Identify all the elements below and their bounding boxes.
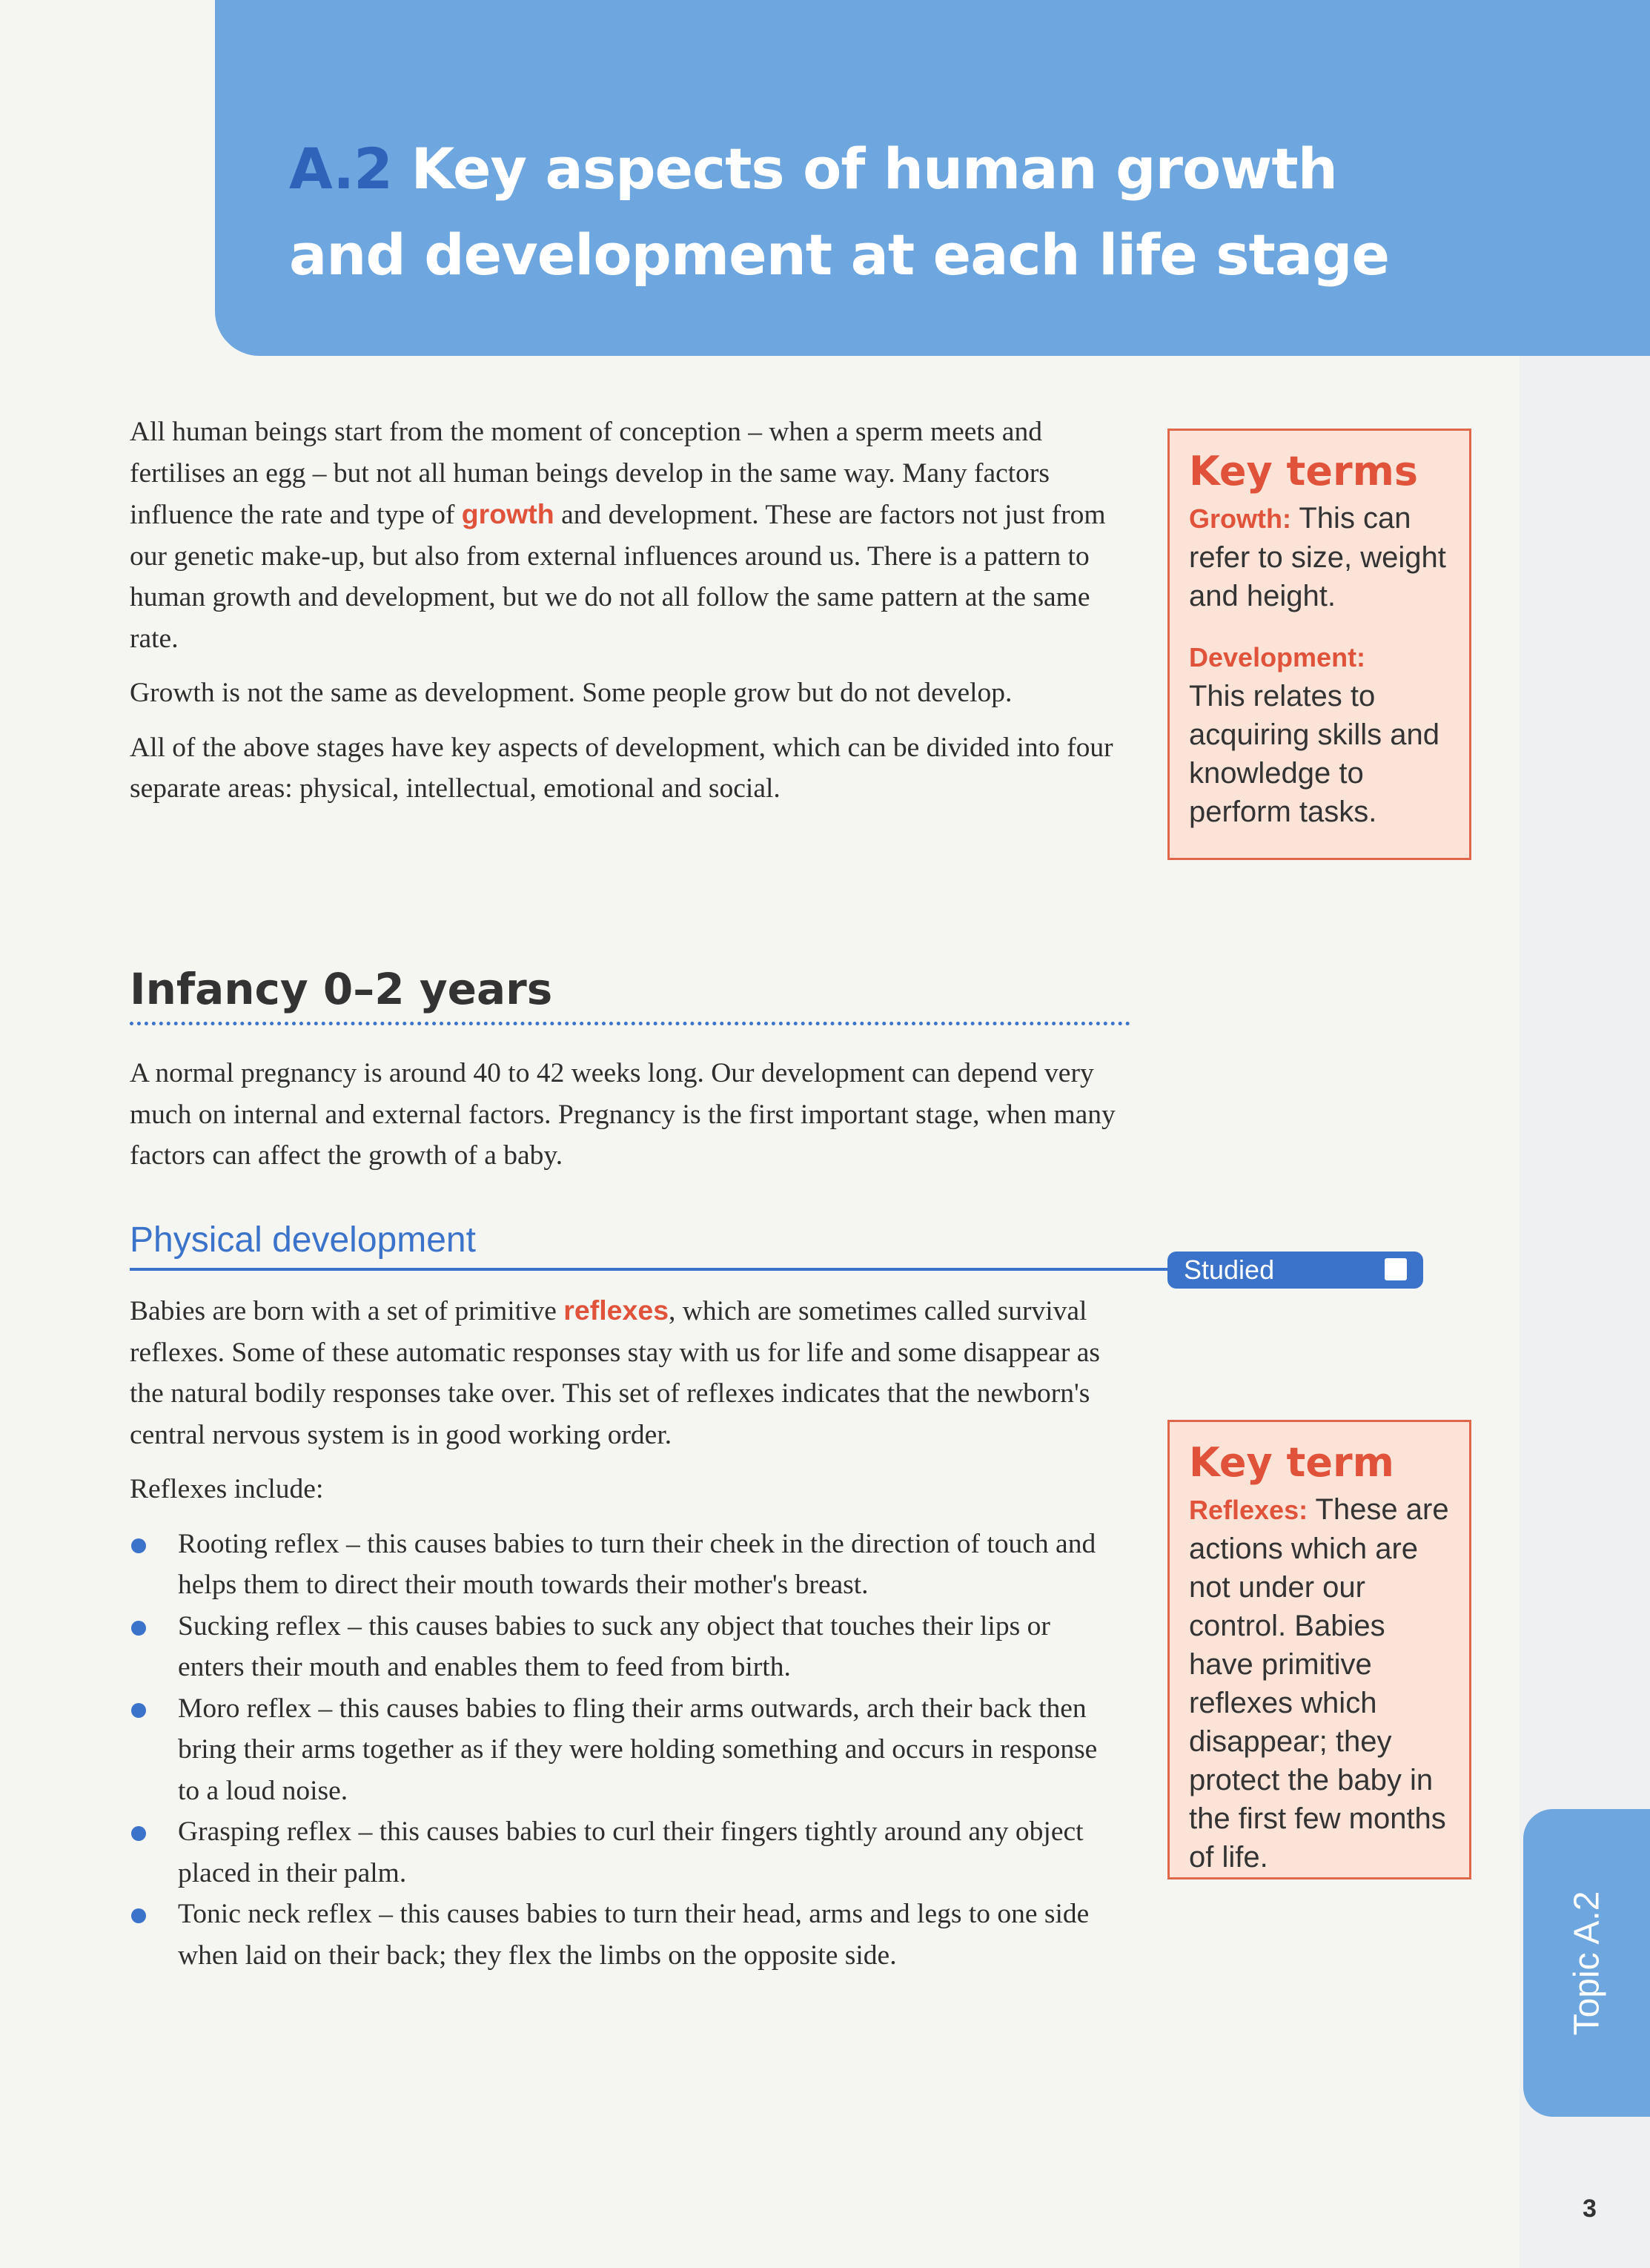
topic-tab: Topic A.2: [1523, 1809, 1650, 2117]
intro-paragraph: Growth is not the same as development. Some people grow but do not develop.: [130, 678, 1013, 708]
intro-text: [130, 411, 1138, 823]
key-term-item: Growth: This can refer to size, weight and height.: [1189, 502, 1446, 612]
key-term-box: Key term Reflexes: These are actions which are not under our control. Babies have primitive reflexes which disappear; they protect the baby in the first few months of life.: [1167, 1420, 1471, 1879]
page-number: 3: [1583, 2195, 1597, 2223]
physical-text: Babies are born with a set of primitive reflexes, which are sometimes called survival reflexes. Some of these automatic responses stay with us for life and some disappear as the natural bodily responses take over. This set of reflexes indicates that the newborn's central nervous system is in good working order. Reflexes include: Rooting reflex – this causes babies to turn their cheek in the direction of touch and helps them to direct their mouth towards their mother's breast. Sucking reflex – this causes babies to suck any object that touches their lips or enters their mouth and enables them to feed from birth. Moro reflex – this causes babies to fling their arms outwards, arch their back then bring their arms together as if they were holding something and occurs in response to a loud noise. Grasping reflex – this causes babies to curl their fingers tightly around any object placed in their palm. Tonic neck reflex – this causes babies to turn their head, arms and legs to one side when laid on their back; they flex the limbs on the opposite side.: [130, 1290, 1123, 1976]
key-term-title: Key term: [1189, 1439, 1394, 1486]
bullet-icon: [131, 1826, 146, 1841]
key-term-item: Development: This relates to acquiring skills and knowledge to perform tasks.: [1189, 642, 1439, 828]
key-terms-box: [1167, 429, 1471, 860]
highlight-growth: growth: [461, 498, 554, 529]
heading-rule: [130, 1268, 1182, 1271]
page-title: A.2 Key aspects of human growth and development at each life stage: [289, 136, 1390, 288]
infancy-heading: Infancy 0–2 years: [130, 964, 1130, 1025]
studied-checkbox[interactable]: [1385, 1258, 1407, 1280]
list-item: Tonic neck reflex – this causes babies to turn their head, arms and legs to one side when laid on their back; they flex the limbs on the opposite side.: [130, 1894, 1123, 1976]
intro-paragraph: All human beings start from the moment of conception – when a sperm meets and fertilises an egg – but not all human beings develop in the same way. Many factors influence the rate and type of growth and development. These are factors not just from our genetic make-up, but also from external influences around us. There is a pattern to human growth and development, but we do not all follow the same pattern at the same rate.: [130, 417, 1106, 654]
bullet-icon: [131, 1703, 146, 1718]
studied-toggle[interactable]: Studied: [1167, 1252, 1423, 1289]
intro-paragraph: All of the above stages have key aspects of development, which can be divided into four separate areas: physical, intellectual, emotional and social.: [130, 732, 1113, 804]
key-terms-title: Key terms: [1189, 448, 1418, 495]
list-item: Rooting reflex – this causes babies to turn their cheek in the direction of touch and helps them to direct their mouth towards their mother's breast.: [130, 1524, 1123, 1606]
list-item: Sucking reflex – this causes babies to suck any object that touches their lips or enters their mouth and enables them to feed from birth.: [130, 1606, 1123, 1688]
section-number: A.2: [289, 136, 392, 202]
reflex-list: [130, 1524, 1123, 1977]
list-item: Grasping reflex – this causes babies to curl their fingers tightly around any object placed in their palm.: [130, 1811, 1123, 1894]
physical-development-heading: Physical development: [130, 1220, 476, 1260]
list-item: Moro reflex – this causes babies to fling their arms outwards, arch their back then bring their arms together as if they were holding something and occurs in response to a loud noise.: [130, 1688, 1123, 1812]
bullet-icon: [131, 1538, 146, 1553]
bullet-icon: [131, 1908, 146, 1923]
infancy-text: A normal pregnancy is around 40 to 42 weeks long. Our development can depend very much on internal and external factors. Pregnancy is the first important stage, when many factors can affect the growth of a baby.: [130, 1058, 1116, 1171]
bullet-icon: [131, 1621, 146, 1636]
highlight-reflexes: reflexes: [563, 1295, 669, 1326]
